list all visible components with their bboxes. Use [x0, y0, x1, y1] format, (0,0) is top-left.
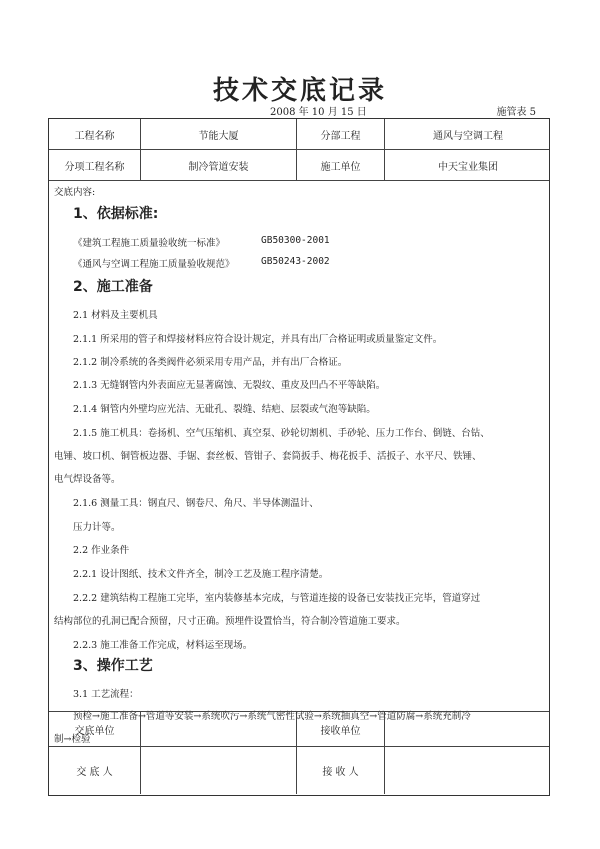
standard-1-name: 《建筑工程施工质量验收统一标准》: [73, 238, 226, 249]
content-intro: 交底内容:: [54, 187, 96, 198]
handover-unit-label: 交底单位: [49, 712, 141, 746]
para-2-1-6-line-2: 压力计等。: [73, 522, 121, 533]
para-2-1-5-line-2: 电锤、坡口机、铜管板边器、手锯、套丝板、管钳子、套筒扳手、梅花扳手、活扳子、水平尺、铁锤、: [54, 451, 482, 462]
contractor-label: 施工单位: [297, 150, 385, 180]
header-row-project: [49, 119, 549, 150]
para-2-1-6-line-1: 2.1.6 测量工具：钢直尺、钢卷尺、角尺、半导体测温计、: [73, 498, 319, 509]
para-2-1-4: 2.1.4 铜管内外壁均应光洁、无砒孔、裂缝、结疤、层裂或气泡等缺陷。: [73, 404, 376, 415]
para-2-1-5-line-1: 2.1.5 施工机具：卷扬机、空气压缩机、真空泵、砂轮切割机、手砂轮、压力工作台、倒链、台钻、: [73, 428, 490, 439]
footer-row-units: [49, 711, 549, 746]
division-label: 分部工程: [297, 119, 385, 149]
header-row-subitem: [49, 150, 549, 181]
para-2-1-2: 2.1.2 制冷系统的各类阀件必须采用专用产品，并有出厂合格证。: [73, 357, 348, 368]
project-name-label: 工程名称: [49, 119, 141, 149]
standard-2-code: GB50243-2002: [261, 256, 330, 267]
para-2-1: 2.1 材料及主要机具: [73, 310, 158, 321]
receiver-person-value: [385, 747, 551, 794]
handover-unit-value: [141, 712, 297, 746]
para-2-1-3: 2.1.3 无缝钢管内外表面应无显著腐蚀、无裂纹、重皮及凹凸不平等缺陷。: [73, 380, 386, 391]
receiver-person-label: 接 收 人: [297, 747, 385, 794]
contractor-value: 中天宝业集团: [438, 161, 498, 173]
receiver-unit-value: [385, 712, 551, 746]
handover-person-value: [141, 747, 297, 794]
para-2-2-2-line-1: 2.2.2 建筑结构工程施工完毕，室内装修基本完成，与管道连接的设备已安装找正完毕，管道穿过: [73, 593, 481, 604]
standard-1-code: GB50300-2001: [261, 235, 330, 246]
para-2-1-5-line-3: 电气焊设备等。: [54, 474, 121, 485]
footer-row-persons: [49, 746, 549, 794]
subitem-value: 制冷管道安装: [141, 150, 297, 180]
standard-2-name: 《通风与空调工程施工质量验收规范》: [73, 259, 235, 270]
para-2-2-2-line-2: 结构部位的孔洞已配合预留，尺寸正确。预埋件设置恰当，符合制冷管道施工要求。: [54, 616, 406, 627]
subitem-label: 分项工程名称: [49, 150, 141, 180]
handover-person-label: 交 底 人: [49, 747, 141, 794]
project-name-value: 节能大厦: [141, 119, 297, 149]
para-3-1: 3.1 工艺流程：: [73, 689, 139, 700]
process-flow-line-1: 预检→施工准备→管道等安装→系统吹污→系统气密性试验→系统抽真空→管道防腐→系统充制冷: [73, 711, 471, 722]
division-value: 通风与空调工程: [433, 130, 503, 142]
record-table: [48, 118, 550, 796]
para-2-2: 2.2 作业条件: [73, 545, 130, 556]
para-2-2-1: 2.2.1 设计图纸、技术文件齐全，制冷工艺及施工程序清楚。: [73, 569, 329, 580]
page-title: 技术交底记录: [212, 76, 387, 106]
para-2-1-1: 2.1.1 所采用的管子和焊接材料应符合设计规定，并具有出厂合格证明或质量鉴定文件。: [73, 334, 443, 345]
section-1-heading: 1、依据标准:: [73, 206, 159, 222]
para-2-2-3: 2.2.3 施工准备工作完成，材料运至现场。: [73, 640, 253, 651]
form-number: 施管表 5: [496, 107, 536, 118]
section-2-heading: 2、施工准备: [73, 279, 153, 295]
record-date: 2008 年 10 月 15 日: [270, 107, 367, 118]
receiver-unit-label: 接收单位: [297, 712, 385, 746]
section-3-heading: 3、操作工艺: [73, 658, 153, 674]
process-flow-line-2: 制→检验: [54, 734, 91, 745]
